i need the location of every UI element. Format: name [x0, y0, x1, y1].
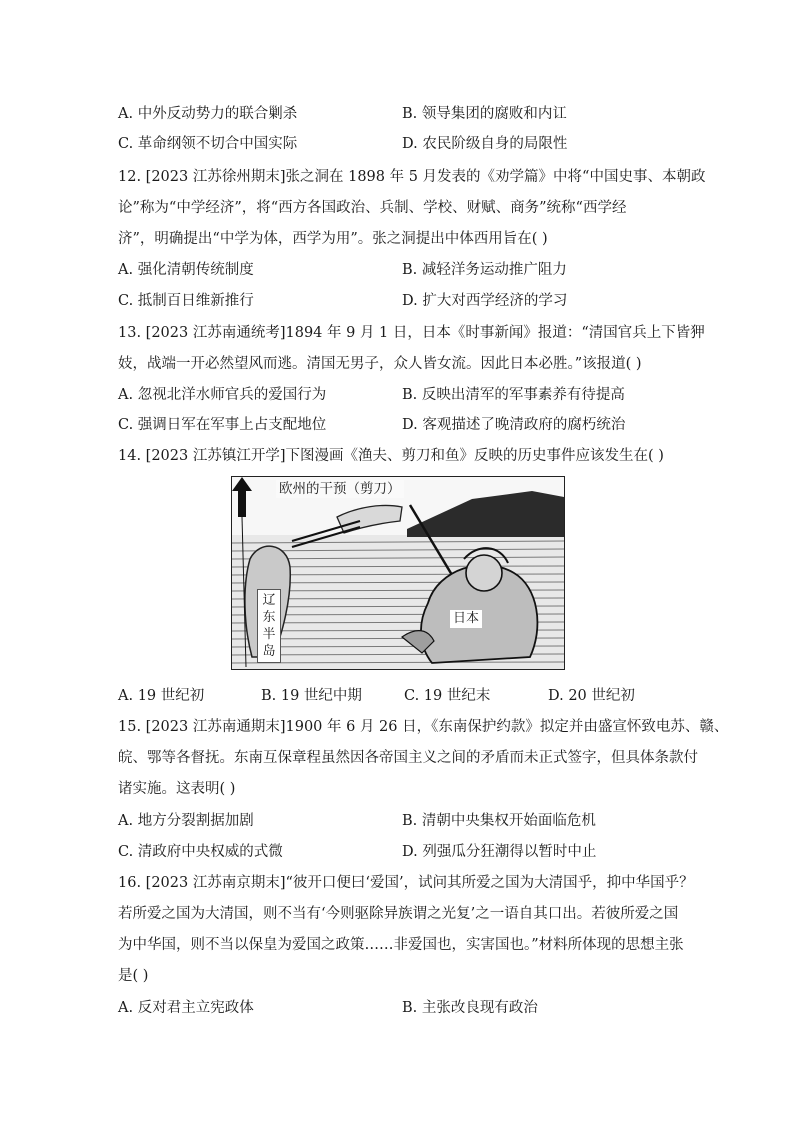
- q15-option-c[interactable]: C. 清政府中央权威的式微: [118, 844, 283, 860]
- q14-option-d[interactable]: D. 20 世纪初: [548, 688, 635, 704]
- q12-stem-line-2: 论”称为“中学经济”，将“西方各国政治、兵制、学校、财赋、商务”统称“西学经: [118, 200, 627, 216]
- q15-stem-line-2: 皖、鄂等各督抚。东南互保章程虽然因各帝国主义之间的矛盾而未正式签字，但具体条款付: [118, 750, 698, 766]
- q12-stem-line-1: 12. [2023 江苏徐州期末]张之洞在 1898 年 5 月发表的《劝学篇》中将“中国史事、本朝政: [118, 169, 706, 185]
- q14-option-a[interactable]: A. 19 世纪初: [118, 688, 205, 704]
- q16-option-a[interactable]: A. 反对君主立宪政体: [118, 1000, 254, 1016]
- q13-option-c[interactable]: C. 强调日军在军事上占支配地位: [118, 417, 327, 433]
- q14-stem-line-1: 14. [2023 江苏镇江开学]下图漫画《渔夫、剪刀和鱼》反映的历史事件应该发生在( ): [118, 448, 664, 464]
- q12-option-b[interactable]: B. 减轻洋务运动推广阻力: [402, 262, 567, 278]
- figure-caption-scissors: 欧州的干预（剪刀）: [276, 480, 404, 498]
- q14-option-c[interactable]: C. 19 世纪末: [404, 688, 491, 704]
- up-arrow-icon: [232, 477, 252, 517]
- q12-option-d[interactable]: D. 扩大对西学经济的学习: [402, 293, 568, 309]
- q12-option-a[interactable]: A. 强化清朝传统制度: [118, 262, 254, 278]
- q15-stem-line-3: 诸实施。这表明( ): [118, 781, 236, 797]
- q14-option-b[interactable]: B. 19 世纪中期: [261, 688, 362, 704]
- q13-option-b[interactable]: B. 反映出清军的军事素养有待提高: [402, 387, 625, 403]
- q13-option-a[interactable]: A. 忽视北洋水师官兵的爱国行为: [118, 387, 327, 403]
- q15-option-a[interactable]: A. 地方分裂割据加剧: [118, 813, 254, 829]
- q16-stem-line-2: 若所爱之国为大清国，则不当有‘今则驱除异族谓之光复’之一语自其口出。若彼所爱之国: [118, 906, 679, 922]
- figure-label-char: 半: [262, 627, 276, 642]
- q13-stem-line-2: 妓，战端一开必然望风而逃。清国无男子，众人皆女流。因此日本必胜。”该报道( ): [118, 356, 642, 372]
- q12-option-c[interactable]: C. 抵制百日维新推行: [118, 293, 254, 309]
- figure-label-char: 岛: [262, 644, 276, 659]
- q13-option-d[interactable]: D. 客观描述了晚清政府的腐朽统治: [402, 417, 626, 433]
- q15-stem-line-1: 15. [2023 江苏南通期末]1900 年 6 月 26 日，《东南保护约款》拟定并由盛宣怀致电苏、赣、: [118, 719, 729, 735]
- cartoon-figure: [231, 476, 565, 670]
- q12-stem-line-3: 济”，明确提出“中学为体，西学为用”。张之洞提出中体西用旨在( ): [118, 231, 548, 247]
- q13-stem-line-1: 13. [2023 江苏南通统考]1894 年 9 月 1 日，日本《时事新闻》报道：“清国官兵上下皆狎: [118, 325, 705, 341]
- cartoon-drawing: [232, 477, 564, 669]
- figure-label-char: 东: [262, 610, 276, 625]
- q11-option-d[interactable]: D. 农民阶级自身的局限性: [402, 136, 568, 152]
- figure-label-char: 辽: [262, 593, 276, 608]
- q16-stem-line-4: 是( ): [118, 968, 149, 984]
- q16-stem-line-3: 为中华国，则不当以保皇为爱国之政策……非爱国也，实害国也。”材料所体现的思想主张: [118, 937, 684, 953]
- q11-option-c[interactable]: C. 革命纲领不切合中国实际: [118, 136, 298, 152]
- q11-option-b[interactable]: B. 领导集团的腐败和内讧: [402, 106, 567, 122]
- q15-option-b[interactable]: B. 清朝中央集权开始面临危机: [402, 813, 596, 829]
- q15-option-d[interactable]: D. 列强瓜分狂潮得以暂时中止: [402, 844, 597, 860]
- q16-option-b[interactable]: B. 主张改良现有政治: [402, 1000, 538, 1016]
- q16-stem-line-1: 16. [2023 江苏南京期末]“彼开口便曰‘爱国’，试问其所爱之国为大清国乎，抑中华国乎？: [118, 875, 694, 891]
- q11-option-a[interactable]: A. 中外反动势力的联合剿杀: [118, 106, 298, 122]
- figure-label-japan: 日本: [450, 610, 482, 628]
- figure-label-liaodong: [257, 589, 281, 663]
